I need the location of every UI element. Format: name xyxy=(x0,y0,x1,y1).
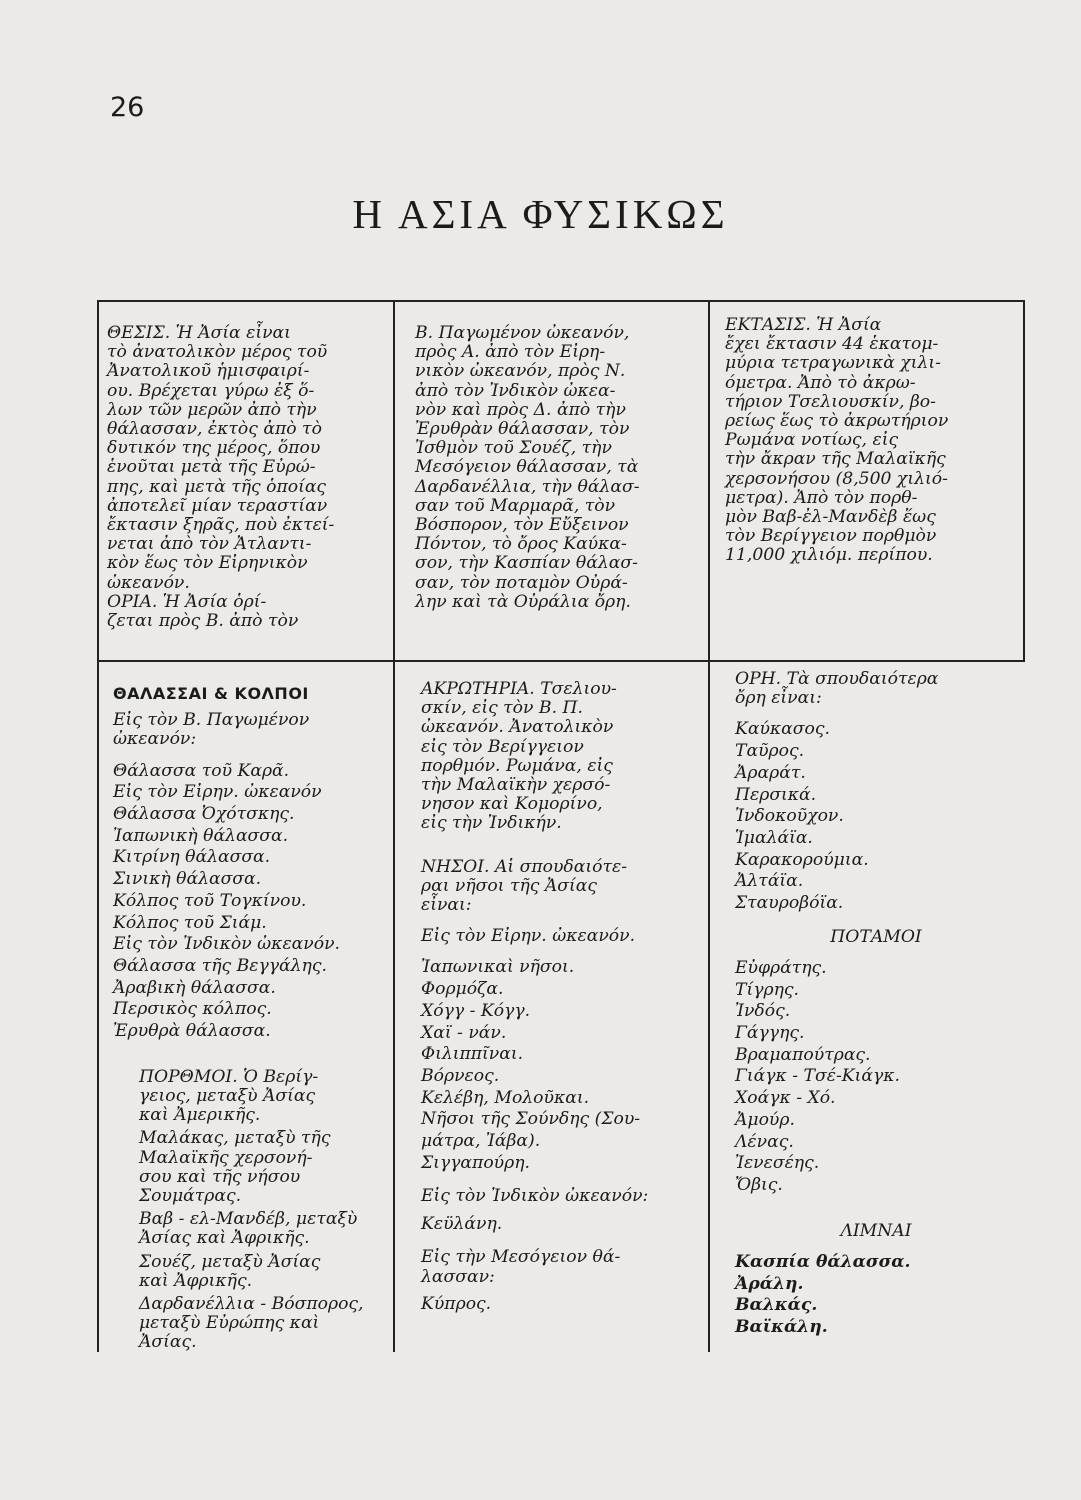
text-line: ὠκεανόν. xyxy=(107,572,190,593)
text-line: ἔχει ἔκτασιν 44 ἑκατομ- xyxy=(725,334,939,355)
text-line: ΟΡΗ. Τὰ σπουδαιότερα xyxy=(735,669,939,689)
list-item: Γάγγης. xyxy=(735,1023,805,1044)
list-item: Ἀραβικὴ θάλασσα. xyxy=(113,977,276,998)
text-line: Δαρδανέλλια, τὴν θάλασ- xyxy=(415,476,640,497)
text-line: ζεται πρὸς Β. ἀπὸ τὸν xyxy=(107,611,299,632)
strait-entry xyxy=(113,1253,385,1291)
list-item: Χαϊ - νάν. xyxy=(421,1022,507,1043)
text-line: λων τῶν μερῶν ἀπὸ τὴν xyxy=(107,399,317,420)
text-line: θάλασσαν, ἐκτὸς ἀπὸ τὸ xyxy=(107,419,322,440)
list-item: Νῆσοι τῆς Σούνδης (Σου- xyxy=(421,1109,641,1130)
list-item: Φιλιππῖναι. xyxy=(421,1044,524,1065)
text-line: Ἀσίας. xyxy=(139,1332,197,1353)
content-grid xyxy=(97,300,1025,1352)
text-line: γειος, μεταξὺ Ἀσίας xyxy=(139,1085,316,1106)
strait-entry xyxy=(113,1068,385,1126)
text-line: ραι νῆσοι τῆς Ἀσίας xyxy=(421,875,597,896)
text-line: Ἀσίας καὶ Ἀφρικῆς. xyxy=(139,1228,310,1249)
list-item: Περσικὸς κόλπος. xyxy=(113,999,272,1020)
list-item: Τίγρης. xyxy=(735,979,799,1000)
list-item: Θάλασσα Ὀχότσκης. xyxy=(113,804,295,825)
text-line: ΕΚΤΑΣΙΣ. Ἡ Ἀσία xyxy=(725,315,882,335)
borders-continued-text xyxy=(415,324,699,612)
text-line: χερσονήσου (8,500 χιλιό- xyxy=(725,468,948,489)
capes-text xyxy=(421,680,703,834)
strait-entry xyxy=(113,1295,385,1353)
strait-entry xyxy=(113,1129,385,1206)
list-item: Σιγγαπούρη. xyxy=(421,1152,530,1173)
list-item: Βαλκάς. xyxy=(735,1295,818,1316)
text-line: σαν τοῦ Μαρμαρᾶ, τὸν xyxy=(415,495,616,516)
text-line: σκίν, εἰς τὸν Β. Π. xyxy=(421,698,583,719)
text-line: μύρια τετραγωνικὰ χιλι- xyxy=(725,353,941,374)
list-item: Φορμόζα. xyxy=(421,979,504,1000)
islands-pacific-label: Εἰς τὸν Εἰρην. ὠκεανόν. xyxy=(421,926,636,947)
text-line: σου καὶ τῆς νήσου xyxy=(139,1166,301,1187)
list-item: Ταῦρος. xyxy=(735,741,805,762)
row-rule xyxy=(97,660,1025,662)
text-line: τήριον Τσελιουσκίν, βο- xyxy=(725,391,936,412)
list-item: Γιάγκ - Τσέ-Κιάγκ. xyxy=(735,1066,900,1087)
list-item: Ἰενεσέης. xyxy=(735,1153,820,1174)
list-item: Κελέβη, Μολοῦκαι. xyxy=(421,1087,590,1108)
list-item: Κόλπος τοῦ Σιάμ. xyxy=(113,912,267,933)
text-line: λην καὶ τὰ Οὐράλια ὄρη. xyxy=(415,591,631,612)
text-line: μετρα). Ἀπὸ τὸν πορθ- xyxy=(725,487,918,508)
lakes-list xyxy=(735,1253,1017,1337)
list-item: Ἰνδοκοῦχον. xyxy=(735,806,844,827)
list-item: Περσικά. xyxy=(735,784,817,805)
list-item: Κασπία θάλασσα. xyxy=(735,1251,911,1272)
list-item: Σινικὴ θάλασσα. xyxy=(113,869,262,890)
text-line: σαν, τὸν ποταμὸν Οὐρά- xyxy=(415,572,628,593)
list-item: Ἐρυθρὰ θάλασσα. xyxy=(113,1021,271,1042)
text-line: Εἰς τὴν Μεσόγειον θά- xyxy=(421,1247,621,1268)
rivers-list xyxy=(735,959,1017,1195)
list-item: Ἀράλη. xyxy=(735,1273,804,1294)
text-line: μὸν Βαβ-ἐλ-Μανδὲβ ἕως xyxy=(725,507,936,528)
text-line: ρείως ἕως τὸ ἀκρωτήριον xyxy=(725,411,949,432)
page-number: 26 xyxy=(110,92,145,123)
islands-indian-label: Εἰς τὸν Ἰνδικὸν ὠκεανόν: xyxy=(421,1186,649,1207)
text-line: ὄρη εἶναι: xyxy=(735,688,822,709)
list-item: Εὐφράτης. xyxy=(735,957,827,978)
list-item: Κύπρος. xyxy=(421,1293,492,1314)
list-item: Χοάγκ - Χό. xyxy=(735,1088,836,1109)
text-line: ΑΚΡΩΤΗΡΙΑ. Τσελιου- xyxy=(421,679,617,699)
list-item: Καύκασος. xyxy=(735,719,830,740)
text-line: ὠκεανόν: xyxy=(113,729,197,750)
text-line: εἰς τὴν Ἰνδικήν. xyxy=(421,813,562,834)
text-line: ἔκτασιν ξηρᾶς, ποὺ ἐκτεί- xyxy=(107,515,335,536)
strait-entry xyxy=(113,1210,385,1248)
column-rule xyxy=(97,302,99,1352)
list-item: Σταυροβόϊα. xyxy=(735,893,844,914)
text-line: Σουέζ, μεταξὺ Ἀσίας xyxy=(139,1251,321,1272)
list-item: Ἰνδός. xyxy=(735,1001,791,1022)
text-line: τὴν ἄκραν τῆς Μαλαϊκῆς xyxy=(725,449,946,470)
islands-pacific-list xyxy=(421,958,703,1173)
list-item: Καρακορούμια. xyxy=(735,849,869,870)
column-rule xyxy=(393,302,395,1352)
capes-islands-section xyxy=(421,680,703,1316)
text-line: Βαβ - ελ-Μανδέβ, μεταξὺ xyxy=(139,1209,358,1230)
list-item: Χόγγ - Κόγγ. xyxy=(421,1000,531,1021)
mountains-rivers-lakes-section xyxy=(735,670,1017,1340)
list-item: Ἰαπωνικαὶ νῆσοι. xyxy=(421,957,575,978)
text-line: ἑνοῦται μετὰ τῆς Εὐρώ- xyxy=(107,457,316,478)
seas-heading: ΘΑΛΑΣΣΑΙ & ΚΟΛΠΟΙ xyxy=(113,684,309,703)
area-text xyxy=(725,316,1015,566)
text-line: νὸν καὶ πρὸς Δ. ἀπὸ τὴν xyxy=(415,399,626,420)
list-item: Κιτρίνη θάλασσα. xyxy=(113,847,271,868)
seas-section xyxy=(113,684,385,1357)
text-line: κὸν ἕως τὸν Εἰρηνικὸν xyxy=(107,553,308,574)
text-line: Β. Παγωμένον ὠκεανόν, xyxy=(415,323,630,343)
list-item: Θάλασσα τῆς Βεγγάλης. xyxy=(113,955,327,976)
text-line: τὴν Μαλαϊκὴν χερσό- xyxy=(421,775,611,796)
text-line: καὶ Ἀφρικῆς. xyxy=(139,1270,253,1291)
text-line: Μεσόγειον θάλασσαν, τὰ xyxy=(415,457,639,478)
text-line: Εἰς τὸν Β. Παγωμένον xyxy=(113,710,310,731)
text-line: δυτικόν της μέρος, ὅπου xyxy=(107,438,321,459)
list-item: Ἀμούρ. xyxy=(735,1109,795,1130)
seas-intro xyxy=(113,711,385,749)
list-item: Βραμαπούτρας. xyxy=(735,1044,871,1065)
text-line: σον, τὴν Κασπίαν θάλασ- xyxy=(415,553,638,574)
page-title: Η ΑΣΙΑ ΦΥΣΙΚΩΣ xyxy=(352,191,729,237)
list-item: μάτρα, Ἰάβα). xyxy=(421,1131,541,1152)
text-line: εἶναι: xyxy=(421,895,472,916)
text-line: νεται ἀπὸ τὸν Ἀτλαντι- xyxy=(107,534,312,555)
text-line: ΝΗΣΟΙ. Αἱ σπουδαιότε- xyxy=(421,856,628,877)
islands-indian-list xyxy=(421,1215,703,1234)
islands-med-label xyxy=(421,1248,703,1286)
text-line: Μαλάκας, μεταξὺ τῆς xyxy=(139,1128,331,1149)
list-item: Εἰς τὸν Ἰνδικὸν ὠκεανόν. xyxy=(113,934,340,955)
rivers-heading: ΠΟΤΑΜΟΙ xyxy=(830,926,922,947)
text-line: πρὸς Α. ἀπὸ τὸν Εἰρη- xyxy=(415,342,606,363)
position-and-borders-text xyxy=(107,324,383,631)
list-item: Εἰς τὸν Εἰρην. ὠκεανόν xyxy=(113,782,322,803)
text-line: ΟΡΙΑ. Ἡ Ἀσία ὁρί- xyxy=(107,591,267,612)
seas-list xyxy=(113,762,385,1042)
islands-intro xyxy=(421,858,703,916)
straits-list xyxy=(113,1068,385,1353)
list-item: Ἀραράτ. xyxy=(735,762,806,783)
text-line: Ἰσθμὸν τοῦ Σουέζ, τὴν xyxy=(415,438,612,459)
text-line: 11,000 χιλιόμ. περίπου. xyxy=(725,545,933,566)
text-line: Δαρδανέλλια - Βόσπορος, xyxy=(139,1293,364,1314)
column-rule xyxy=(708,302,710,1352)
text-line: Ἀνατολικοῦ ἡμισφαιρί- xyxy=(107,361,310,382)
text-line: πης, καὶ μετὰ τῆς ὁποίας xyxy=(107,476,327,497)
column-rule xyxy=(1023,302,1025,662)
mountains-list xyxy=(735,720,1017,913)
text-line: Ἐρυθρὰν θάλασσαν, τὸν xyxy=(415,419,630,440)
list-item: Βόρνεος. xyxy=(421,1065,500,1086)
text-line: λασσαν: xyxy=(421,1266,495,1287)
list-item: Βαϊκάλη. xyxy=(735,1316,828,1337)
text-line: όμετρα. Ἀπὸ τὸ ἀκρω- xyxy=(725,372,916,393)
text-line: ΘΕΣΙΣ. Ἡ Ἀσία εἶναι xyxy=(107,323,291,343)
text-line: τὸν Βερίγγειον πορθμὸν xyxy=(725,526,937,547)
lakes-heading: ΛΙΜΝΑΙ xyxy=(840,1220,912,1241)
text-line: καὶ Ἀμερικῆς. xyxy=(139,1105,261,1126)
list-item: Ἀλτάϊα. xyxy=(735,871,804,892)
text-line: Μαλαϊκῆς χερσονή- xyxy=(139,1147,313,1168)
list-item: Ἱμαλάϊα. xyxy=(735,827,813,848)
list-item: Κόλπος τοῦ Τογκίνου. xyxy=(113,890,307,911)
list-item: Θάλασσα τοῦ Καρᾶ. xyxy=(113,760,290,781)
text-line: εἰς τὸν Βερίγγειον xyxy=(421,736,584,757)
text-line: ΠΟΡΘΜΟΙ. Ὁ Βερίγ- xyxy=(139,1066,319,1087)
islands-med-list xyxy=(421,1295,703,1314)
list-item: Ὄβις. xyxy=(735,1174,783,1195)
text-line: Σουμάτρας. xyxy=(139,1185,242,1206)
text-line: νησον καὶ Κομορίνο, xyxy=(421,794,603,815)
text-line: νικὸν ὠκεανόν, πρὸς Ν. xyxy=(415,361,626,382)
text-line: ἀπὸ τὸν Ἰνδικὸν ὠκεα- xyxy=(415,380,616,401)
text-line: τὸ ἀνατολικὸν μέρος τοῦ xyxy=(107,342,328,363)
text-line: Ρωμάνα νοτίως, εἰς xyxy=(725,430,899,451)
text-line: πορθμόν. Ρωμάνα, εἰς xyxy=(421,755,613,776)
list-item: Λένας. xyxy=(735,1131,794,1152)
list-item: Ἰαπωνικὴ θάλασσα. xyxy=(113,825,289,846)
text-line: ἀποτελεῖ μίαν τεραστίαν xyxy=(107,495,328,516)
list-item: Κεϋλάνη. xyxy=(421,1213,503,1234)
mountains-intro xyxy=(735,670,1017,708)
text-line: ου. Βρέχεται γύρω ἐξ ὅ- xyxy=(107,380,315,401)
text-line: Πόντον, τὸ ὄρος Καύκα- xyxy=(415,534,627,555)
text-line: Βόσπορον, τὸν Εὔξεινον xyxy=(415,515,629,536)
text-line: μεταξὺ Εὐρώπης καὶ xyxy=(139,1313,320,1334)
text-line: ὠκεανόν. Ἀνατολικὸν xyxy=(421,717,614,738)
